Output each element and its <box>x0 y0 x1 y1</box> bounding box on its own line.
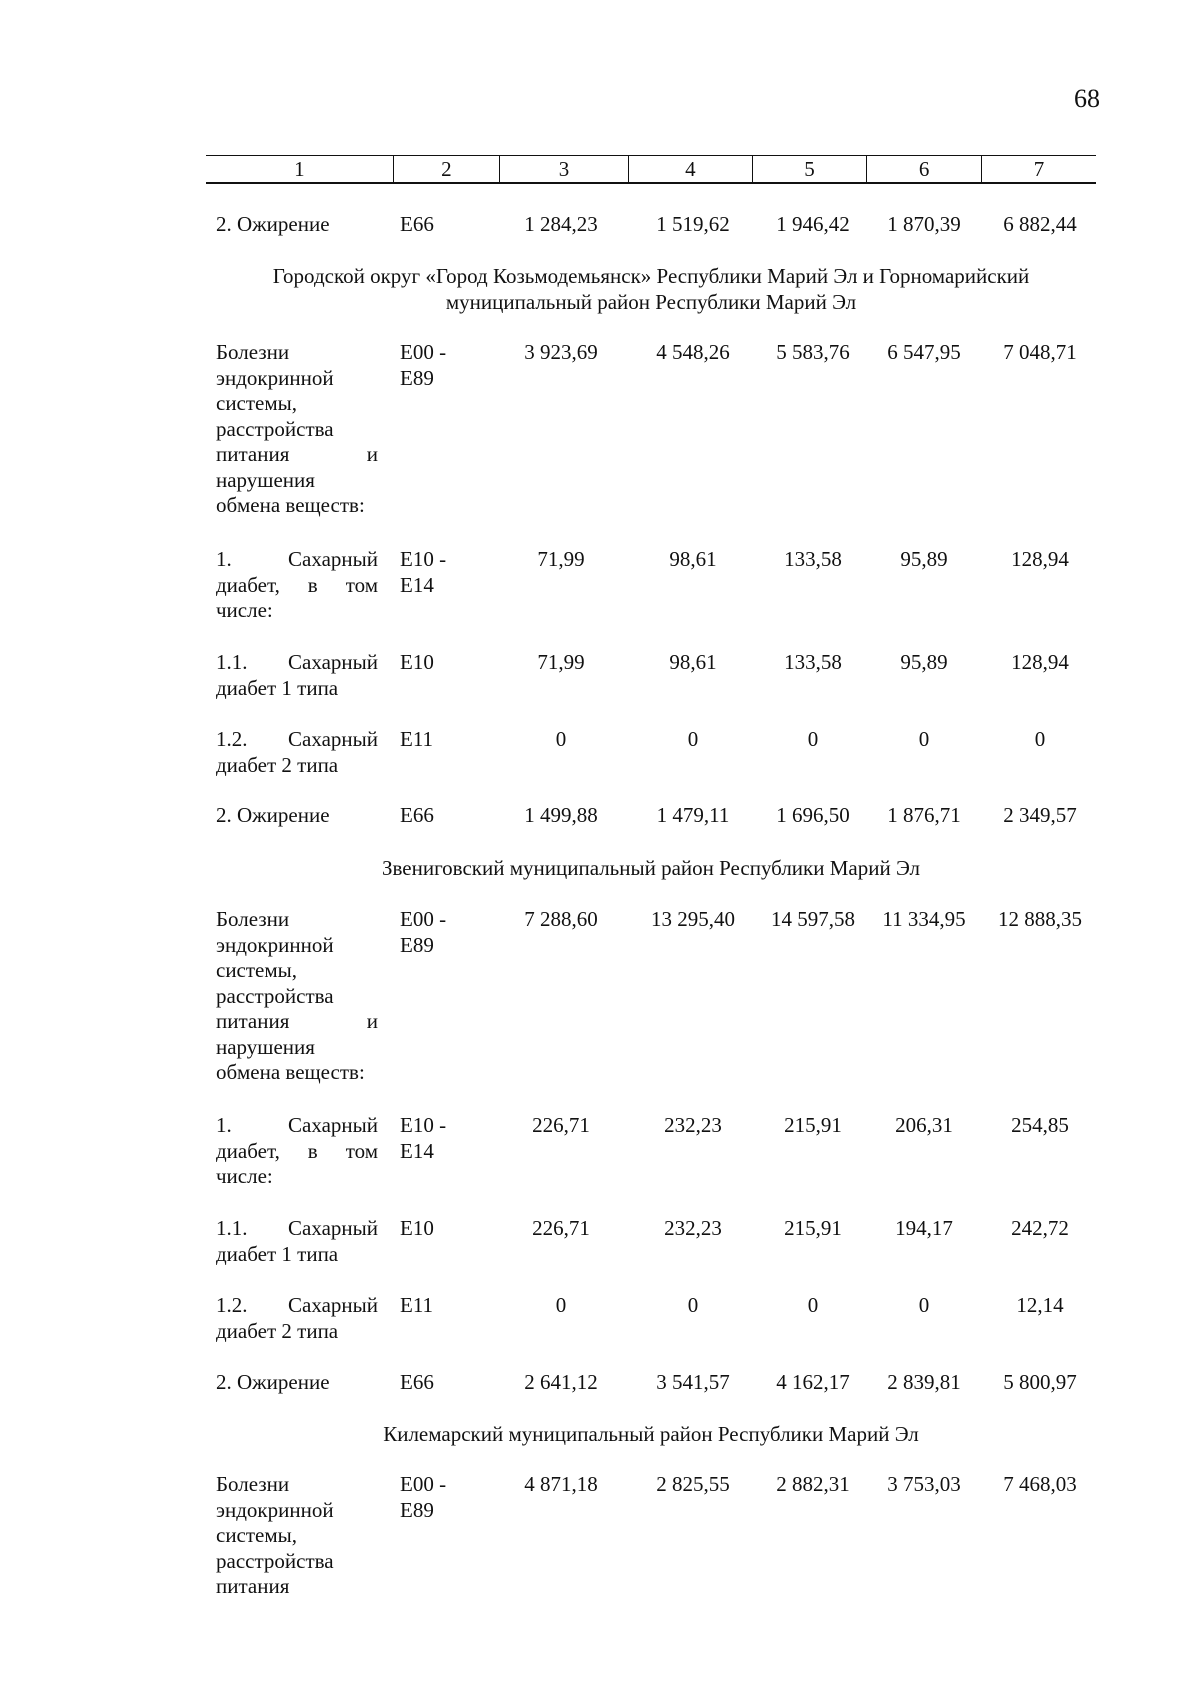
row-value: 1 499,88 <box>524 803 598 827</box>
row-value: 6 547,95 <box>887 340 961 364</box>
row-value: 13 295,40 <box>651 907 735 931</box>
row-value: 6 882,44 <box>1003 212 1077 236</box>
row-value: 2 882,31 <box>776 1472 850 1496</box>
row-name: 1.2. Сахарный диабет 2 типа <box>216 727 378 777</box>
row-value: 2 839,81 <box>887 1370 961 1394</box>
row-code: E00 - E89 <box>400 1472 447 1522</box>
row-name: 2. Ожирение <box>216 212 330 236</box>
section-heading: Городской округ «Город Козьмодемьянск» Республики Марий Эл и Горномарийский муниципальный район Республики Марий Эл <box>272 264 1030 314</box>
row-value: 12,14 <box>1016 1293 1064 1317</box>
row-value: 1 284,23 <box>524 212 598 236</box>
row-code: E10 <box>400 650 434 674</box>
row-value: 226,71 <box>532 1216 590 1240</box>
row-value: 3 753,03 <box>887 1472 961 1496</box>
column-header: 2 <box>393 156 499 184</box>
row-code: E10 <box>400 1216 434 1240</box>
row-value: 4 871,18 <box>524 1472 598 1496</box>
row-value: 1 519,62 <box>656 212 730 236</box>
row-value: 0 <box>687 1293 699 1317</box>
row-value: 98,61 <box>669 650 717 674</box>
row-value: 0 <box>555 727 567 751</box>
row-value: 3 923,69 <box>524 340 598 364</box>
row-value: 95,89 <box>900 547 948 571</box>
column-header: 6 <box>867 156 982 184</box>
row-value: 0 <box>555 1293 567 1317</box>
row-name: 1.1. Сахарный диабет 1 типа <box>216 650 378 700</box>
row-value: 5 583,76 <box>776 340 850 364</box>
row-value: 11 334,95 <box>882 907 966 931</box>
row-value: 98,61 <box>669 547 717 571</box>
row-value: 1 479,11 <box>656 803 730 827</box>
row-name: 1.1. Сахарный диабет 1 типа <box>216 1216 378 1266</box>
row-value: 1 870,39 <box>887 212 961 236</box>
row-value: 7 048,71 <box>1003 340 1077 364</box>
row-name: Болезни эндокринной системы, расстройства питания <box>216 1472 334 1598</box>
row-value: 71,99 <box>537 650 585 674</box>
row-value: 194,17 <box>895 1216 953 1240</box>
column-header: 7 <box>981 156 1096 184</box>
row-value: 215,91 <box>784 1216 842 1240</box>
row-value: 2 825,55 <box>656 1472 730 1496</box>
page-number: 68 <box>1074 84 1100 113</box>
section-heading: Звениговский муниципальный район Республики Марий Эл <box>381 856 921 880</box>
column-header-row <box>206 155 1096 184</box>
row-value: 14 597,58 <box>771 907 855 931</box>
row-value: 4 162,17 <box>776 1370 850 1394</box>
row-value: 232,23 <box>664 1113 722 1137</box>
row-value: 133,58 <box>784 650 842 674</box>
row-value: 232,23 <box>664 1216 722 1240</box>
column-header: 1 <box>206 156 393 184</box>
row-name: 1.2. Сахарный диабет 2 типа <box>216 1293 378 1343</box>
section-heading: Килемарский муниципальный район Республики Марий Эл <box>383 1422 919 1446</box>
row-name: Болезни эндокринной системы, расстройства питания и нарушения обмена веществ: <box>216 907 378 1084</box>
row-code: E66 <box>400 212 434 236</box>
row-value: 0 <box>1034 727 1046 751</box>
row-value: 2 641,12 <box>524 1370 598 1394</box>
row-value: 1 946,42 <box>776 212 850 236</box>
column-header: 3 <box>500 156 629 184</box>
row-code: E66 <box>400 1370 434 1394</box>
row-code: E10 - E14 <box>400 1113 447 1163</box>
row-name: 1. Сахарный диабет, в том числе: <box>216 1113 378 1188</box>
row-value: 1 696,50 <box>776 803 850 827</box>
row-value: 0 <box>687 727 699 751</box>
row-value: 215,91 <box>784 1113 842 1137</box>
row-value: 7 468,03 <box>1003 1472 1077 1496</box>
row-name: Болезни эндокринной системы, расстройства питания и нарушения обмена веществ: <box>216 340 378 517</box>
row-value: 1 876,71 <box>887 803 961 827</box>
row-code: E11 <box>400 727 434 751</box>
row-value: 133,58 <box>784 547 842 571</box>
row-value: 7 288,60 <box>524 907 598 931</box>
row-value: 128,94 <box>1011 650 1069 674</box>
row-value: 5 800,97 <box>1003 1370 1077 1394</box>
row-value: 12 888,35 <box>998 907 1082 931</box>
row-value: 254,85 <box>1011 1113 1069 1137</box>
row-value: 95,89 <box>900 650 948 674</box>
row-value: 206,31 <box>895 1113 953 1137</box>
row-value: 226,71 <box>532 1113 590 1137</box>
column-header: 5 <box>752 156 867 184</box>
row-code: E00 - E89 <box>400 907 447 957</box>
row-value: 0 <box>918 727 930 751</box>
row-value: 0 <box>807 727 819 751</box>
row-value: 3 541,57 <box>656 1370 730 1394</box>
row-code: E10 - E14 <box>400 547 447 597</box>
row-code: E11 <box>400 1293 434 1317</box>
row-value: 128,94 <box>1011 547 1069 571</box>
row-value: 4 548,26 <box>656 340 730 364</box>
row-name: 2. Ожирение <box>216 803 330 827</box>
row-code: E66 <box>400 803 434 827</box>
row-code: E00 - E89 <box>400 340 447 390</box>
row-value: 0 <box>807 1293 819 1317</box>
row-value: 0 <box>918 1293 930 1317</box>
row-value: 2 349,57 <box>1003 803 1077 827</box>
row-value: 242,72 <box>1011 1216 1069 1240</box>
row-value: 71,99 <box>537 547 585 571</box>
row-name: 1. Сахарный диабет, в том числе: <box>216 547 378 622</box>
column-header: 4 <box>628 156 752 184</box>
row-name: 2. Ожирение <box>216 1370 330 1394</box>
